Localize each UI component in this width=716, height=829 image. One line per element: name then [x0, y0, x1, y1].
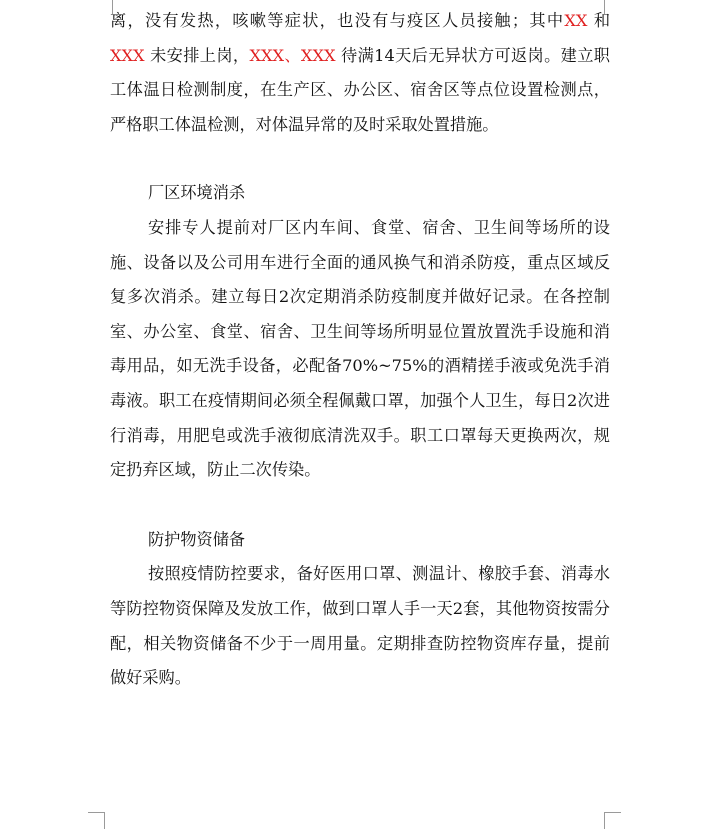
section-heading-supplies: 防护物资储备 — [148, 529, 246, 549]
redacted-name: XXX — [110, 45, 145, 65]
crop-mark-bottom-left — [88, 812, 105, 829]
redacted-name: XXX、XXX — [249, 45, 336, 65]
section-heading-disinfection: 厂区环境消杀 — [148, 183, 246, 203]
paragraph-supplies: 按照疫情防控要求，备好医用口罩、测温计、橡胶手套、消毒水等防控物资保障及发放工作，做到口罩人手一天2套，其他物资按需分配，相关物资储备不少于一周用量。定期排查防控物资库存量，提前做好采购。 — [110, 564, 610, 688]
redacted-name: XX — [564, 11, 588, 30]
paragraph-personnel: 离，没有发热，咳嗽等症状，也没有与疫区人员接触；其中XX 和 XXX 未安排上岗，XXX、XXX 待满14天后无异状方可返岗。建立职工体温日检测制度，在生产区、办公区、宿舍区等点位设置检测点，严格职工体温检测，对体温异常的及时采取处置措施。 — [110, 11, 610, 134]
document-body — [110, 4, 610, 696]
crop-mark-bottom-right — [604, 812, 621, 829]
paragraph-disinfection: 安排专人提前对厂区内车间、食堂、宿舍、卫生间等场所的设施、设备以及公司用车进行全面的通风换气和消杀防疫，重点区域反复多次消杀。建立每日2次定期消杀防疫制度并做好记录。在各控制室、办公室、食堂、宿舍、卫生间等场所明显位置放置洗手设施和消毒用品，如无洗手设备，必配备70%~75%的酒精搓手液或免洗手消毒液。职工在疫情期间必须全程佩戴口罩，加强个人卫生，每日2次进行消毒，用肥皂或洗手液彻底清洗双手。职工口罩每天更换两次，规定扔弃区域，防止二次传染。 — [110, 217, 610, 480]
